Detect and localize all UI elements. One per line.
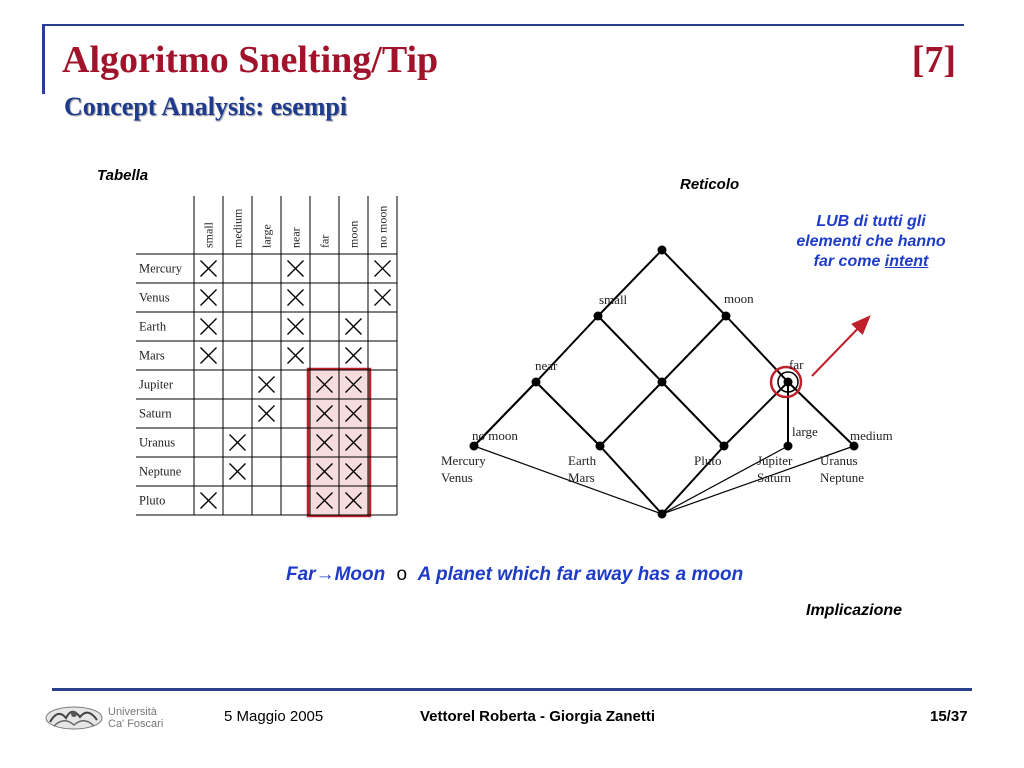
- table-column-header: no moon: [375, 205, 390, 248]
- slide-title: Algoritmo Snelting/Tip: [62, 39, 439, 81]
- object-saturn: Saturn: [757, 470, 791, 485]
- object-uranus: Uranus: [820, 453, 858, 468]
- object-jupiter: Jupiter: [757, 453, 793, 468]
- object-venus: Venus: [441, 470, 473, 485]
- implication-far: Far: [286, 564, 316, 585]
- table-row-header: Pluto: [139, 493, 166, 508]
- table-row-header: Uranus: [139, 435, 176, 450]
- table-row-header: Mercury: [139, 261, 183, 276]
- lattice-label-near: near: [535, 358, 558, 373]
- lattice-label: Reticolo: [680, 176, 740, 193]
- footer-date: 5 Maggio 2005: [224, 708, 324, 725]
- lattice-label-large: large: [792, 424, 818, 439]
- university-name: [108, 706, 163, 730]
- slide-subtitle: Concept Analysis: esempi: [64, 92, 348, 121]
- lattice-label-moon: moon: [724, 291, 754, 306]
- implication-label: Implicazione: [806, 602, 903, 619]
- lattice-label-small: small: [599, 292, 628, 307]
- implication-connector: o: [396, 564, 408, 585]
- university-name-line2: Ca' Foscari: [108, 718, 164, 730]
- table-row-header: Jupiter: [139, 377, 174, 392]
- table-column-header: near: [288, 227, 303, 248]
- lattice-label-no-moon: no moon: [472, 428, 518, 443]
- lub-annotation-text: LUB di tutti gli elementi che hanno far come: [796, 213, 946, 270]
- slide-reference: [7]: [911, 39, 956, 81]
- footer-page-number: 15/37: [930, 708, 968, 725]
- table-row-header: Venus: [139, 290, 170, 305]
- table-row-header: Mars: [139, 348, 165, 363]
- object-pluto: Pluto: [694, 453, 722, 468]
- table-row-header: Earth: [139, 319, 167, 334]
- object-mars: Mars: [568, 470, 595, 485]
- university-name-line1: Università: [108, 706, 157, 718]
- object-mercury: Mercury: [441, 453, 486, 468]
- object-neptune: Neptune: [820, 470, 865, 485]
- table-label: Tabella: [97, 167, 149, 184]
- implication-sentence: A planet which far away has a moon: [417, 564, 744, 585]
- footer-authors: Vettorel Roberta - Giorgia Zanetti: [420, 708, 656, 725]
- lattice-label-medium: medium: [850, 428, 893, 443]
- lub-annotation-intent: intent: [884, 253, 929, 270]
- object-earth: Earth: [568, 453, 597, 468]
- university-seal-icon: [46, 707, 102, 729]
- table-row-header: Saturn: [139, 406, 172, 421]
- table-column-header: large: [259, 224, 274, 248]
- implication-moon: Moon: [334, 564, 386, 585]
- table-column-header: medium: [230, 208, 245, 248]
- table-column-header: small: [201, 222, 216, 248]
- table-row-header: Neptune: [139, 464, 182, 479]
- lattice-label-far: far: [789, 357, 804, 372]
- table-column-header: far: [317, 234, 332, 248]
- table-column-header: moon: [346, 220, 361, 248]
- implication-arrow-icon: →: [315, 564, 335, 585]
